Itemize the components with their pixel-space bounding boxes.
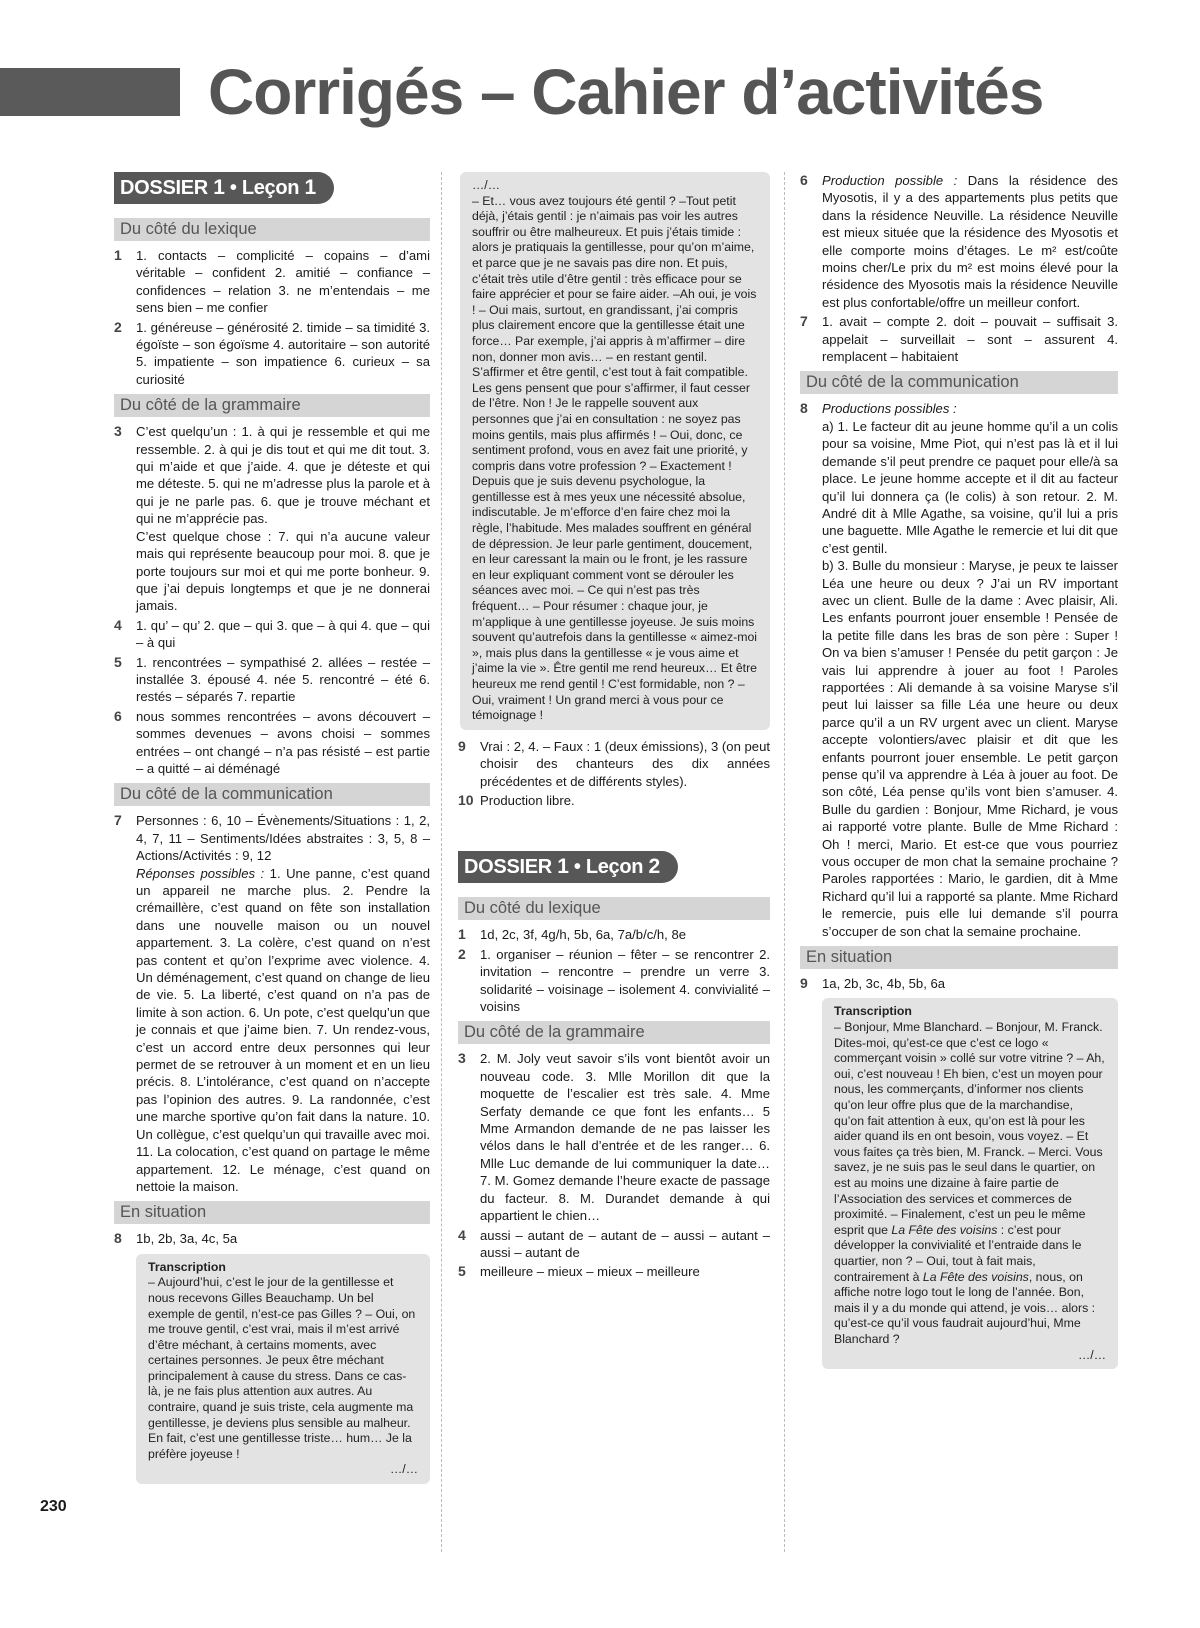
exercise-number: 9 [800,975,808,992]
exercise-2 [114,319,430,389]
transcription-text [834,1020,1106,1347]
exercise-number: 1 [458,926,466,943]
lesson-number: 1 [304,176,316,199]
exercise-5 [114,654,430,706]
transcription-segment: : c’est pour développer la convivialité et l’entraide dans le quartier, non ? – Oui, tout à fait mais, contrairement à [834,1222,1082,1284]
exercise-number: 5 [114,653,122,670]
exercise-4 [114,617,430,652]
exercise-answer: 1. avait – compte 2. doit – pouvait – suffisait 3. appelait – surveillait – sont – assurent 4. remplacent – habitaient [822,314,1118,365]
answer-intro: Réponses possibles : [136,865,265,881]
answer-intro: Production possible : [822,173,958,188]
exercise-8 [800,400,1118,940]
exercise-number: 2 [114,318,122,335]
exercise-1 [114,247,430,317]
exercise-answer: nous sommes rencontrées – avons découvert – sommes devenues – avons choisi – sommes entrées – ont changé – n’a pas résisté – est partie – a quitté – ai déménagé [136,708,430,776]
exercise-answer: meilleure – mieux – mieux – meilleure [480,1264,700,1280]
dossier-label: DOSSIER [464,856,552,879]
continuation-mark: …/… [389,1462,418,1477]
continuation-mark: …/… [1077,1347,1106,1362]
exercise-number: 8 [800,400,808,417]
continuation-mark: …/… [472,178,501,192]
dossier-heading [458,851,678,883]
exercise-3 [458,1050,770,1224]
exercise-answer: a) 1. Le facteur dit au jeune homme qu’il a un colis pour sa voisine, Mme Piot, qui n’est pas là et il lui demande s’il peut prendre ce paquet pour elle/à sa place. Le jeune homme accepte et il dit au facteur qu’il lui donnera ça (le colis) à son retour. 2. M. André dit à Mlle Agathe, sa voisine, qu’il lui a pris une baguette. Mlle Agathe le remercie et lui dit que c’est gentil. [822,418,1118,556]
transcription-text: – Aujourd’hui, c’est le jour de la gentillesse et nous recevons Gilles Beauchamp. Un bel exemple de gentil, n’est-ce pas Gilles ? – Oui, on me trouve gentil, c’est vrai, mais il m’est arrivé d’être méchant, à certains moments, avec certaines personnes. Je peux être méchant principalement à cause du stress. Dans ce cas-là, je ne fais plus attention aux autres. Au contraire, quand je suis triste, cela augmente ma gentillesse, je deviens plus sensible au malheur. En fait, c’est une gentillesse triste… hum… Je la préfère joyeuse ! [148,1275,416,1461]
exercise-number: 8 [114,1230,122,1247]
exercise-6 [114,708,430,778]
exercise-answer: Vrai : 2, 4. – Faux : 1 (deux émissions), 3 (on peut choisir des chanteurs des dix années précédentes et de différents styles). [480,738,770,789]
dossier-number: 1 [213,176,225,199]
exercise-9 [800,975,1118,992]
exercise-answer: 1d, 2c, 3f, 4g/h, 5b, 6a, 7a/b/c/h, 8e [480,927,687,943]
exercise-answer: 1. contacts – complicité – copains – d’ami véritable – confident 2. amitié – confiance – confidences – relation 3. ne m’entendais – me sens bien – me confier [136,248,430,316]
exercise-number: 6 [800,172,808,188]
exercise-number: 3 [458,1050,466,1067]
exercise-number: 5 [458,1263,466,1280]
transcription-segment: , nous, on affiche notre logo tout le long de l’année. Bon, mais il y a du monde qui attend, je vois… alors : qu’est-ce qu’il vous faudrait aujourd’hui, Mme Blanchard ? [834,1269,1096,1346]
lesson-label: Leçon [241,177,300,199]
dossier-separator: • [229,177,237,199]
exercise-answer: aussi – autant de – autant de – aussi – autant – aussi – autant de [480,1227,770,1260]
exercise-answer: Dans la résidence des Myosotis, il y a des appartements plus petits que dans la résidence Neuville. La résidence Neuville est mieux située que la résidence des Myosotis et elle comporte moins d’étages. Le m² est/coûte moins cher/Le prix du m² est moins élevé pour la résidence des Myosotis mais la résidence Neuville est plus confortable/offre un meilleur confort. [822,173,1118,310]
exercise-9 [458,738,770,790]
exercise-answer: C’est quelque chose : 7. qui n’a aucune valeur mais qui représente beaucoup pour moi. 8. que je porte toujours sur moi et qui me porte bonheur. 9. que j’ai depuis longtemps et que je ne donnerai jamais. [136,528,430,614]
exercise-number: 9 [458,737,466,754]
exercise-1 [458,926,770,943]
section-heading-situation: En situation [114,1201,430,1224]
section-heading-lexique: Du côté du lexique [114,218,430,241]
exercise-answer: 1b, 2b, 3a, 4c, 5a [136,1231,238,1247]
exercise-7 [114,812,430,1195]
transcription-text: – Et… vous avez toujours été gentil ? –Tout petit déjà, j’étais gentil : je n’aimais pas voir les autres souffrir ou être malheureux. Et puis j’étais timide : alors je pratiquais la gentillesse, pour qu’on m’aime, et parce que je ne savais pas dire non. Et puis, c’était très utile d’être gentil : très efficace pour se faire apprécier et pour se faire aider. –Ah oui, je vois ! – Oui mais, surtout, en grandissant, j’ai compris plus clairement encore que la gentillesse était une force… Par exemple, j’ai appris à m’affirmer – dire non, donner mon avis… – en restant gentil. S’affirmer et être gentil, c’est tout à fait compatible. Les gens pensent que pour s’affirmer, il faut cesser de l’être. Non ! Je le rappelle souvent aux personnes que j’ai en consultation : ne soyez pas moins gentils, mais plus affirmés ! – Oui, donc, ce sentiment profond, vous en avez fait une priorité, y compris dans votre profession ? – Exactement ! Depuis que je suis devenu psychologue, la gentillesse est à mes yeux une nécessité absolue, indiscutable. Je m’efforce d’en faire chez moi la règle, l’habitude. Mes malades souffrent en général de dépression. Je leur parle gentiment, doucement, en leur caressant la main ou le front, je les rassure en leur expliquant comment vont se dérouler les séances avec moi. – Ce qui n’est pas très fréquent… – Pour résumer : chaque jour, je m’applique à une gentillesse joyeuse. Je suis moins souvent qu’autrefois dans la gentillesse « aimez-moi », mais plus dans la gentillesse « je vous aime et j’aime la vie ». Être gentil me rend heureux… Et être heureux me rend gentil ! C’est formidable, non ? – Oui, vraiment ! Un grand merci à vous pour ce témoignage ! [472,193,758,723]
section-heading-grammaire: Du côté de la grammaire [114,394,430,417]
exercise-7 [800,313,1118,365]
exercise-6 [800,172,1118,311]
dossier-heading [114,172,334,204]
title-accent-bar [0,68,180,116]
exercise-answer: Production libre. [480,793,575,808]
exercise-5 [458,1263,770,1280]
transcription-title: La Fête des voisins [891,1222,998,1237]
transcription-title: La Fête des voisins [922,1269,1029,1284]
section-heading-grammaire: Du côté de la grammaire [458,1021,770,1044]
answer-intro: Productions possibles : [822,401,957,417]
exercise-3 [114,423,430,614]
transcription-label: Transcription [834,1004,912,1019]
dossier-label: DOSSIER [120,177,208,199]
exercise-answer: 1. généreuse – générosité 2. timide – sa timidité 3. égoïste – son égoïsme 4. autoritaire – son autorité 5. impatiente – son impatience 6. curieux – sa curiosité [136,319,430,387]
column-3 [800,172,1118,1369]
exercise-answer: 1a, 2b, 3c, 4b, 5b, 6a [822,976,946,992]
transcription-box-continued [460,172,770,730]
column-divider [784,172,785,1552]
lesson-label: Leçon [585,856,644,879]
exercise-number: 2 [458,945,466,962]
exercise-answer: 2. M. Joly veut savoir s’ils vont bientôt avoir un nouveau code. 3. Mlle Morillon dit que la moquette de l’escalier est très sale. 4. Mme Serfaty demande ce que font les enfants… 5 Mme Armandon demande de ne pas laisser les vélos dans le hall d’entrée et de les ranger… 6. Mlle Luc demande de lui communiquer la date… 7. M. Gomez demande l’heure exacte de passage du facteur. 8. M. Durandet demande à qui appartient le chien… [480,1051,770,1224]
exercise-answer: 1. Une panne, c’est quand un appareil ne marche plus. 2. Pendre la crémaillère, c’est quand on fête son installation dans une nouvelle maison ou un nouvel appartement. 3. La colère, c’est quand on n’est pas content et qu’on l’exprime avec violence. 4. Un déménagement, c’est quand on change de lieu de vie. 5. La liberté, c’est quand on n’a pas de limite à son action. 6. Un pote, c’est quelqu’un que je connais et que j’aime bien. 7. Un rendez-vous, c’est un accord entre deux personnes qui leur permet de se retrouver à un moment et en un lieu précis. 8. L’intolérance, c’est quand on n’accepte pas l’opinion des autres. 9. La randonnée, c’est une marche sportive qu’on fait dans la nature. 10. Un collègue, c’est quelqu’un qui travaille avec moi. 11. La colocation, c’est quand on partage le même appartement. 12. Le ménage, c’est quand on nettoie la maison. [136,865,430,1194]
column-divider [441,172,442,1552]
page-number: 230 [40,1498,67,1515]
page-title: Corrigés – Cahier d’activités [208,56,1044,128]
exercise-8 [114,1230,430,1247]
section-heading-communication: Du côté de la communication [114,783,430,806]
exercise-number: 4 [458,1226,466,1243]
exercise-2 [458,946,770,1016]
exercise-number: 1 [114,247,122,263]
exercise-4 [458,1227,770,1262]
exercise-answer: 1. rencontrées – sympathisé 2. allées – restée – installée 3. épousé 4. née 5. rencontré – été 6. restés – séparés 7. repartie [136,654,430,705]
exercise-number: 3 [114,423,122,440]
exercise-10 [458,792,770,809]
dossier-separator: • [573,856,581,879]
exercise-number: 6 [114,707,122,724]
exercise-answer: C’est quelqu’un : 1. à qui je ressemble et qui me ressemble. 2. à qui je dis tout et qui me dit tout. 3. qui m’aide et que j’aide. 4. que je déteste et qui me déteste. 5. qui ne m’adresse plus la parole et à qui je ne parle pas. 6. que je trouve méchant et qui ne m’apprécie pas. [136,424,430,527]
exercise-number: 4 [114,616,122,633]
dossier-number: 1 [557,855,569,879]
exercise-answer: 1. organiser – réunion – fêter – se rencontrer 2. invitation – rencontre – prendre un verre 3. solidarité – voisinage – isolement 4. convivialité – voisins [480,946,770,1015]
exercise-number: 7 [114,812,122,829]
lesson-number: 2 [648,855,660,879]
transcription-label: Transcription [148,1259,226,1274]
exercise-answer: b) 3. Bulle du monsieur : Maryse, je peux te laisser Léa une heure ou deux ? J’ai un RV important avec un client. Bulle de la dame : Avec plaisir, Ali. Les enfants pourront jouer ensemble ! Pensée de la petite fille dans les bras de son père : Super ! On va bien s’amuser ! Pensée du petit garçon : Je vais lui apprendre à jouer au foot ! Paroles rapportées : Ali demande à sa voisine Maryse s’il peut lui laisser sa fille Léa une heure ou deux parce qu’il a un RV urgent avec un client. Maryse accepte volontiers/avec plaisir et dit que les enfants pourront jouer ensemble. Le petit garçon pense qu’il va apprendre à Léa à jouer au foot. De son côté, Léa pense qu’ils vont bien s’amuser. 4. Bulle du gardien : Bonjour, Mme Richard, je vous ai rapporté votre plante. Bulle de Mme Richard : Oh ! merci, Mario. Et est-ce que vous pourriez vous occuper de mon chat la semaine prochaine ? Paroles rapportées : Mario, le gardien, dit à Mme Richard qu’il lui a rapporté sa plante. Mme Richard le remercie, puis elle lui demande s’il pourra s’occuper de son chat la semaine prochaine. [822,558,1118,939]
transcription-box [136,1254,430,1484]
exercise-number: 7 [800,313,808,330]
section-heading-situation: En situation [800,946,1118,969]
exercise-answer: 1. qu’ – qu’ 2. que – qui 3. que – à qui 4. que – qui – à qui [136,617,430,651]
section-heading-lexique: Du côté du lexique [458,897,770,920]
transcription-segment: – Bonjour, Mme Blanchard. – Bonjour, M. Franck. Dites-moi, qu’est-ce que c’est ce logo « commerçant voisin » collé sur votre vitrine ? – Ah, oui, c’est nouveau ! Eh bien, c’est un moyen pour nous, les commerçants, d’informer nos clients qu’on leur offre plus que de la marchandise, qu’on fait attention à eux, qu’on est là pour les aider quand ils en ont besoin, vous voyez. – Et vous faites ça très bien, M. Franck. – Merci. Vous savez, je ne suis pas le seul dans le quartier, on est au moins une dizaine à faire partie de l’Association des services et commerces de proximité. – Finalement, c’est un peu le même esprit que [834,1020,1105,1237]
exercise-number: 10 [458,792,474,808]
column-2 [458,172,770,1283]
transcription-box [822,998,1118,1369]
column-1 [114,172,430,1484]
section-heading-communication: Du côté de la communication [800,371,1118,394]
exercise-answer: Personnes : 6, 10 – Évènements/Situations : 1, 2, 4, 7, 11 – Sentiments/Idées abstraites : 3, 5, 8 – Actions/Activités : 9, 12 [136,813,430,864]
